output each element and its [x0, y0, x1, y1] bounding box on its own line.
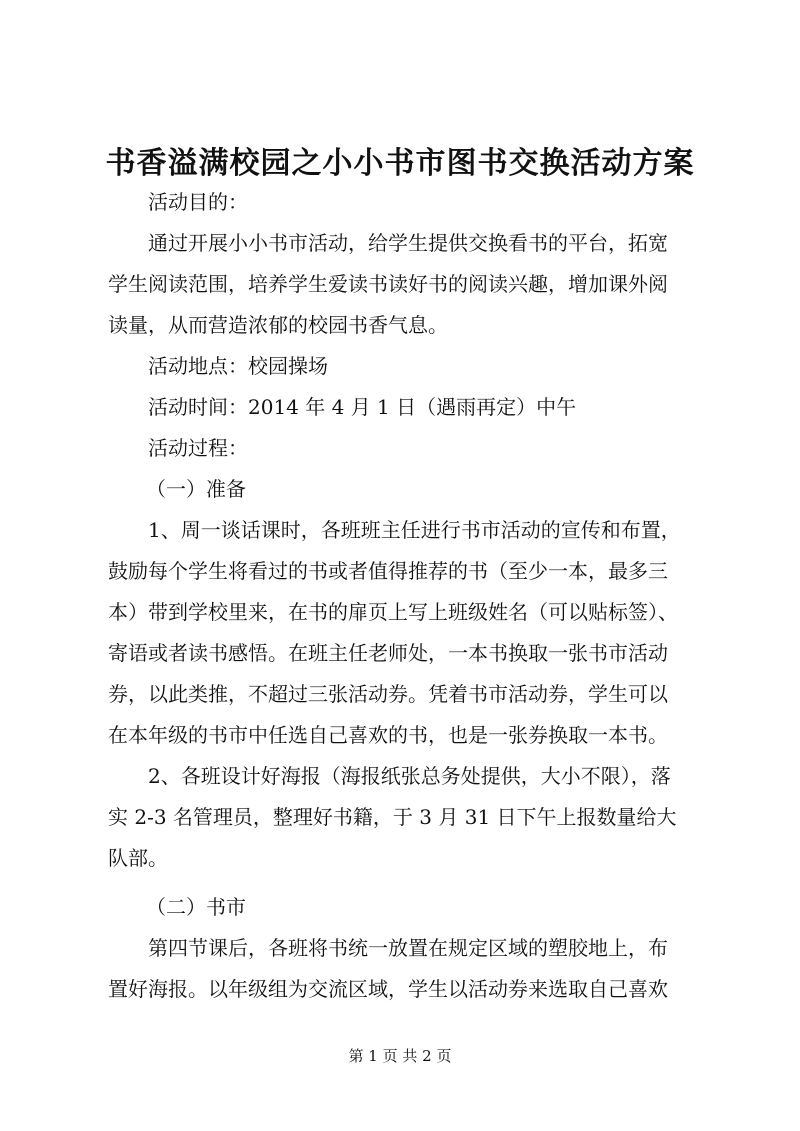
paragraph-line: 1、周一谈话课时，各班班主任进行书市活动的宣传和布置， — [148, 518, 681, 542]
page-footer: 第 1 页 共 2 页 — [348, 1047, 452, 1065]
paragraph-line: 通过开展小小书市活动，给学生提供交换看书的平台，拓宽 — [148, 231, 668, 255]
paragraph-line: 队部。 — [108, 846, 168, 870]
paragraph-line: 券，以此类推，不超过三张活动券。凭着书市活动券，学生可以 — [108, 682, 668, 706]
document-body — [108, 182, 712, 1010]
activity-location: 活动地点：校园操场 — [148, 354, 328, 378]
activity-time: 活动时间：2014 年 4 月 1 日（遇雨再定）中午 — [148, 395, 577, 419]
paragraph-line: 2、各班设计好海报（海报纸张总务处提供，大小不限），落 — [148, 764, 671, 788]
paragraph-line: 本）带到学校里来，在书的扉页上写上班级姓名（可以贴标签）、 — [108, 600, 678, 624]
paragraph-line: 鼓励每个学生将看过的书或者值得推荐的书（至少一本，最多三 — [108, 559, 668, 583]
paragraph-line: 学生阅读范围，培养学生爱读书读好书的阅读兴趣，增加课外阅 — [108, 272, 668, 296]
paragraph-line: 实 2-3 名管理员，整理好书籍，于 3 月 31 日下午上报数量给大 — [108, 805, 677, 829]
paragraph-line: 在本年级的书市中任选自己喜欢的书，也是一张券换取一本书。 — [108, 723, 668, 747]
heading-process: 活动过程： — [148, 436, 248, 460]
paragraph-line: 寄语或者读书感悟。在班主任老师处，一本书换取一张书市活动 — [108, 641, 668, 665]
section-heading-book-market: （二）书市 — [146, 895, 246, 919]
document-title: 书香溢满校园之小小书市图书交换活动方案 — [105, 146, 695, 181]
paragraph-line: 第四节课后，各班将书统一放置在规定区域的塑胶地上，布 — [148, 936, 668, 960]
paragraph-line: 读量，从而营造浓郁的校园书香气息。 — [108, 313, 448, 337]
section-heading-preparation: （一）准备 — [146, 477, 246, 501]
heading-purpose: 活动目的： — [148, 190, 248, 214]
paragraph-line: 置好海报。以年级组为交流区域，学生以活动券来选取自己喜欢 — [108, 977, 668, 1001]
